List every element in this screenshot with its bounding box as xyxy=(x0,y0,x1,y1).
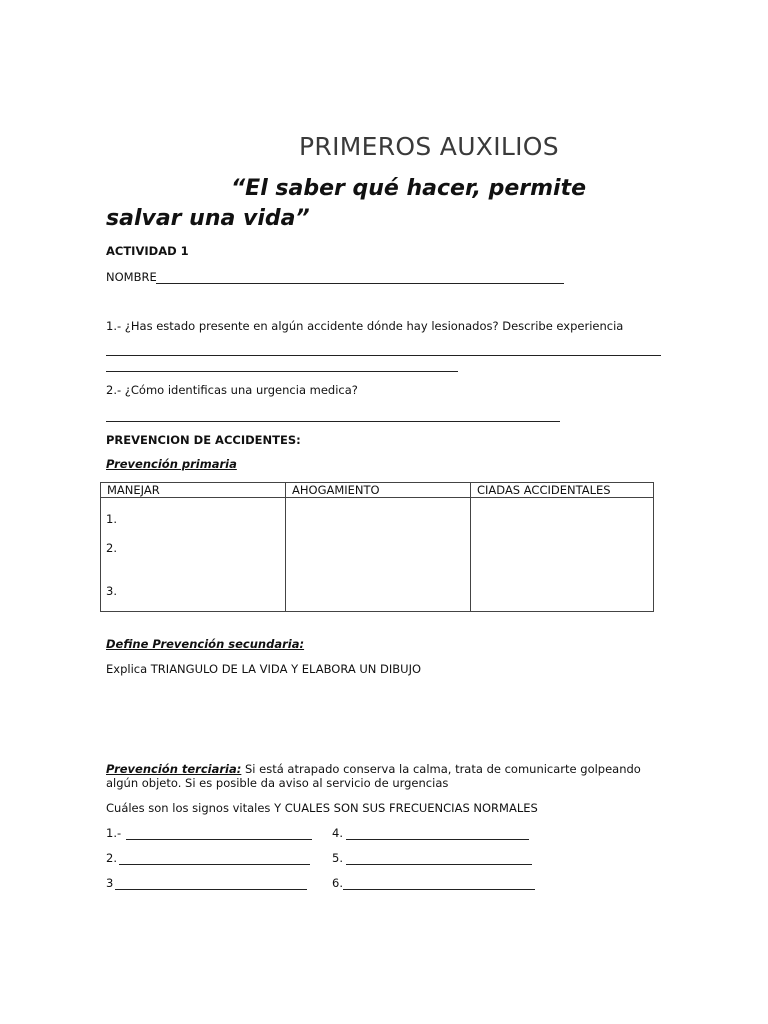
triangle-instruction: Explica TRIANGULO DE LA VIDA Y ELABORA UN DIBUJO xyxy=(106,662,422,676)
motto-line-2: salvar una vida” xyxy=(106,206,310,231)
motto-line-1: “El saber qué hacer, permite xyxy=(231,176,587,201)
answer-1-line-2[interactable] xyxy=(106,371,458,372)
vital-label-3: 3 xyxy=(106,876,114,890)
vital-label-2: 2. xyxy=(106,851,117,865)
tertiary-prevention-label: Prevención terciaria: xyxy=(106,762,242,776)
vital-answer-3[interactable] xyxy=(115,889,307,890)
vital-label-4: 4. xyxy=(332,826,343,840)
table-item-1: 1. xyxy=(106,512,117,526)
tertiary-prevention-line-2: algún objeto. Si es posible da aviso al servicio de urgencias xyxy=(106,776,449,790)
table-item-3: 3. xyxy=(106,584,117,598)
prevention-table xyxy=(100,482,654,612)
vital-answer-5[interactable] xyxy=(346,864,532,865)
vital-label-5: 5. xyxy=(332,851,343,865)
table-header-caidas: CIADAS ACCIDENTALES xyxy=(471,483,654,498)
answer-1-line-1[interactable] xyxy=(106,355,661,356)
vital-answer-1[interactable] xyxy=(126,839,312,840)
question-2: 2.- ¿Cómo identificas una urgencia medica? xyxy=(106,383,358,397)
table-header-ahogamiento: AHOGAMIENTO xyxy=(286,483,471,498)
vital-label-6: 6. xyxy=(332,876,343,890)
table-item-2: 2. xyxy=(106,541,117,555)
tertiary-prevention-line-1: Si está atrapado conserva la calma, trata de comunicarte golpeando xyxy=(241,762,641,776)
vital-answer-4[interactable] xyxy=(346,839,529,840)
activity-heading: ACTIVIDAD 1 xyxy=(106,244,189,258)
answer-2-line[interactable] xyxy=(106,421,560,422)
vital-answer-6[interactable] xyxy=(343,889,535,890)
secondary-prevention-heading: Define Prevención secundaria: xyxy=(106,637,305,651)
name-label: NOMBRE xyxy=(106,270,157,284)
primary-prevention-heading: Prevención primaria xyxy=(106,457,237,471)
name-field-line[interactable] xyxy=(156,283,564,284)
prevention-heading: PREVENCION DE ACCIDENTES: xyxy=(106,433,301,447)
vital-signs-question: Cuáles son los signos vitales Y CUALES SON SUS FRECUENCIAS NORMALES xyxy=(106,801,538,815)
table-cell-ahogamiento[interactable] xyxy=(286,498,471,612)
vital-answer-2[interactable] xyxy=(119,864,310,865)
vital-label-1: 1.- xyxy=(106,826,122,840)
tertiary-prevention-text xyxy=(106,762,641,776)
page-title: PRIMEROS AUXILIOS xyxy=(299,132,559,161)
question-1: 1.- ¿Has estado presente en algún accidente dónde hay lesionados? Describe experiencia xyxy=(106,319,624,333)
table-cell-manejar[interactable] xyxy=(101,498,286,612)
table-header-manejar: MANEJAR xyxy=(101,483,286,498)
table-cell-caidas[interactable] xyxy=(471,498,654,612)
